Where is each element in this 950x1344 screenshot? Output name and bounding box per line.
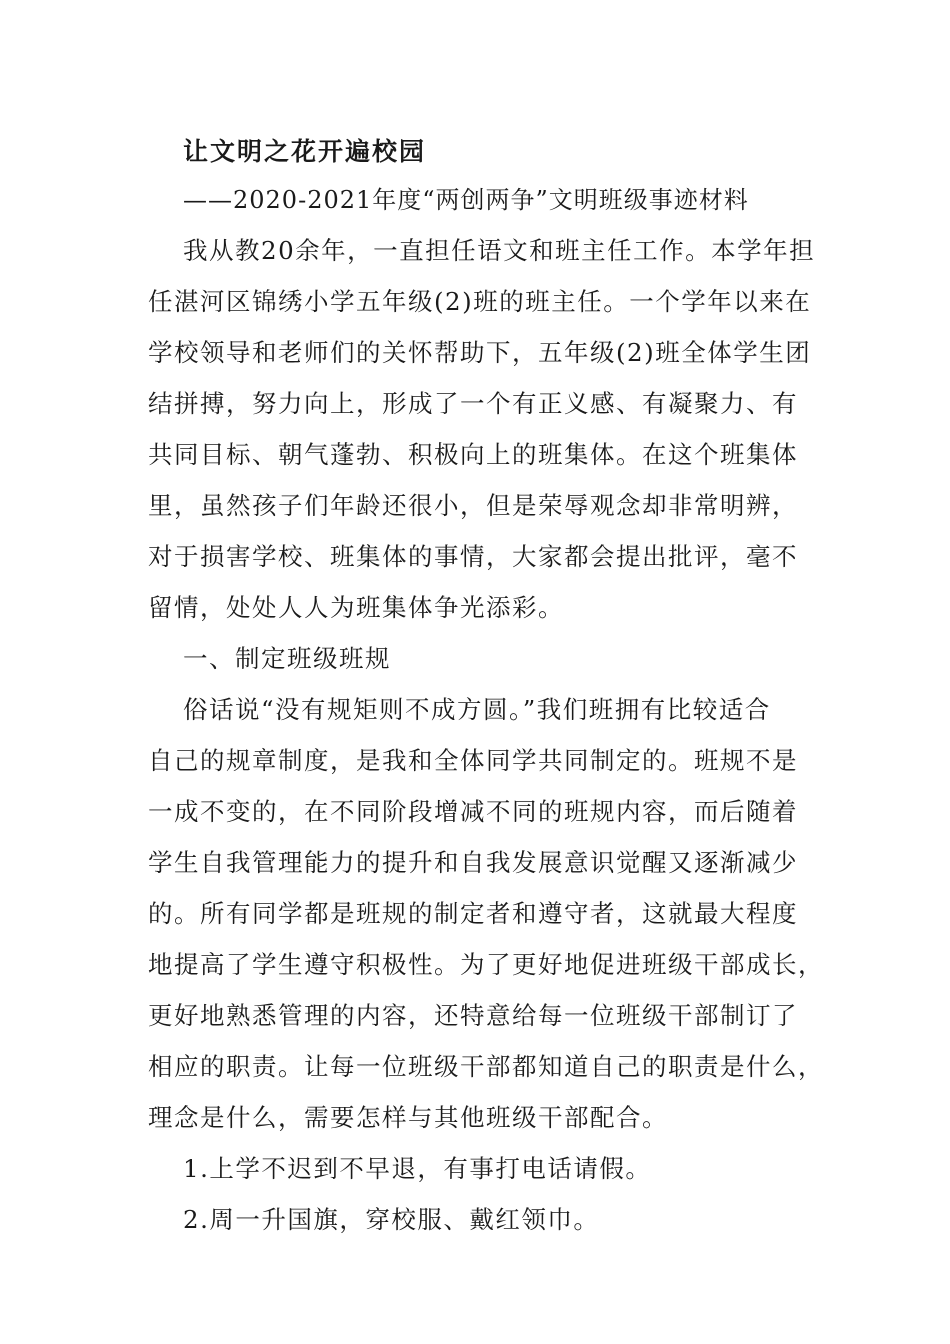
text-line: 学生自我管理能力的提升和自我发展意识觉醒又逐渐减少 [148, 848, 798, 877]
text-line: 我从教20余年，一直担任语文和班主任工作。本学年担 [183, 236, 816, 265]
section-heading: 一、制定班级班规 [183, 644, 391, 673]
text-line: 理念是什么，需要怎样与其他班级干部配合。 [148, 1103, 668, 1132]
rule-item: 1.上学不迟到不早退，有事打电话请假。 [183, 1154, 652, 1183]
document-title: 让文明之花开遍校园 [183, 137, 427, 166]
document-subtitle: ——2020-2021年度“两创两争”文明班级事迹材料 [183, 186, 749, 214]
text-line: 俗话说“没有规矩则不成方圆。”我们班拥有比较适合 [183, 695, 771, 724]
text-line: 结拼搏，努力向上，形成了一个有正义感、有凝聚力、有 [148, 389, 798, 418]
text-line: 对于损害学校、班集体的事情，大家都会提出批评，毫不 [148, 542, 798, 571]
text-line: 更好地熟悉管理的内容，还特意给每一位班级干部制订了 [148, 1001, 798, 1030]
text-line: 学校领导和老师们的关怀帮助下，五年级(2)班全体学生团 [148, 338, 812, 367]
rule-item: 2.周一升国旗，穿校服、戴红领巾。 [183, 1205, 600, 1234]
text-line: 相应的职责。让每一位班级干部都知道自己的职责是什么， [148, 1052, 824, 1081]
text-line: 的。所有同学都是班规的制定者和遵守者，这就最大程度 [148, 899, 798, 928]
text-line: 任湛河区锦绣小学五年级(2)班的班主任。一个学年以来在 [148, 287, 812, 316]
text-line: 地提高了学生遵守积极性。为了更好地促进班级干部成长， [148, 950, 824, 979]
paragraph-intro [148, 225, 824, 1245]
text-line: 自己的规章制度，是我和全体同学共同制定的。班规不是 [148, 746, 798, 775]
text-line: 里，虽然孩子们年龄还很小，但是荣辱观念却非常明辨， [148, 491, 798, 520]
text-line: 留情，处处人人为班集体争光添彩。 [148, 593, 564, 622]
text-line: 一成不变的，在不同阶段增减不同的班规内容，而后随着 [148, 797, 798, 826]
text-line: 共同目标、朝气蓬勃、积极向上的班集体。在这个班集体 [148, 440, 798, 469]
